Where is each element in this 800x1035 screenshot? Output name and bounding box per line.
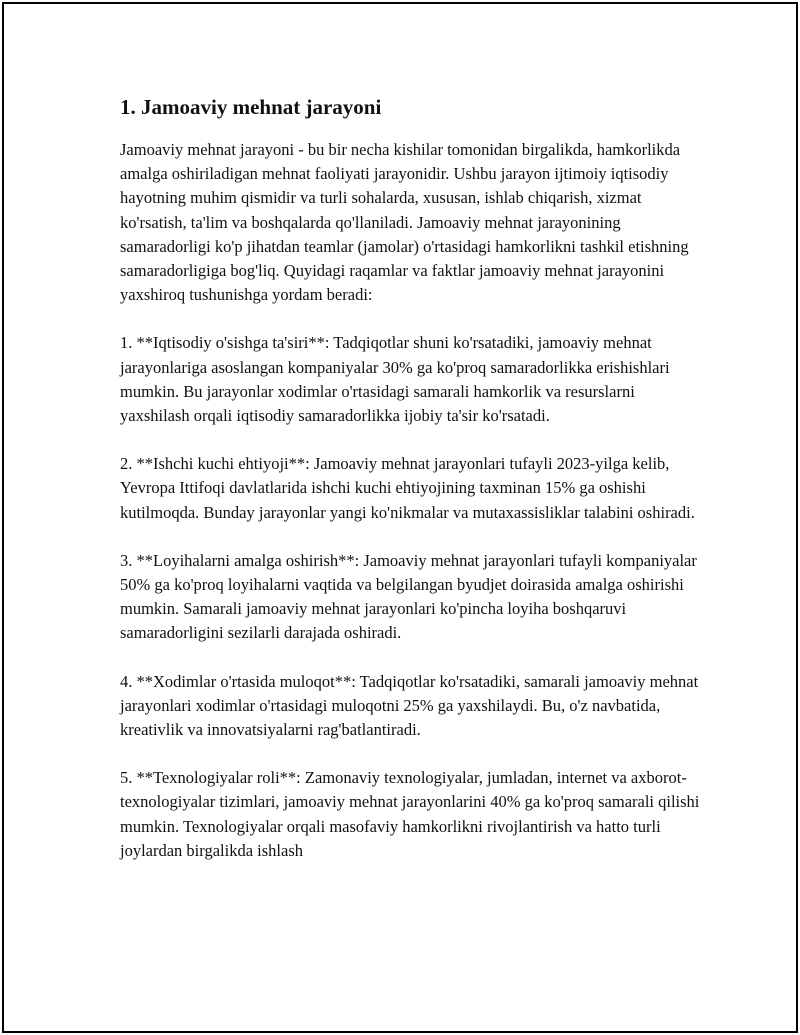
point-5-paragraph: 5. **Texnologiyalar roli**: Zamonaviy texnologiyalar, jumladan, internet va axborot-texnologiyalar tizimlari, jamoaviy mehnat jarayonlarini 40% ga ko'proq samarali qilishi mumkin. Texnologiyalar orqali masofaviy hamkorlikni rivojlantirish va hatto turli joylardan birgalikda ishlash — [120, 768, 700, 860]
section-heading: 1. Jamoaviy mehnat jarayoni — [120, 95, 382, 119]
point-4-paragraph: 4. **Xodimlar o'rtasida muloqot**: Tadqiqotlar ko'rsatadiki, samarali jamoaviy mehnat jarayonlari xodimlar o'rtasidagi muloqotni 25% ga yaxshilaydi. Bu, o'z navbatida, kreativlik va innovatsiyalarni rag'batlantiradi. — [120, 671, 699, 740]
point-1-paragraph: 1. **Iqtisodiy o'sishga ta'siri**: Tadqiqotlar shuni ko'rsatadiki, jamoaviy mehnat jarayonlariga asoslangan kompaniyalar 30% ga ko'proq samaradorlikka erishishlari mumkin. Bu jarayonlar xodimlar o'rtasidagi samarali hamkorlik va resurslarni yaxshilash orqali iqtisodiy samaradorlikka ijobiy ta'sir ko'rsatadi. — [120, 333, 670, 426]
point-3-paragraph: 3. **Loyihalarni amalga oshirish**: Jamoaviy mehnat jarayonlari tufayli kompaniyalar 50% ga ko'proq loyihalarni vaqtida va belgilangan byudjet doirasida amalga oshirishi mumkin. Samarali jamoaviy mehnat jarayonlari ko'pincha loyiha boshqaruvi samaradorligini sezilarli darajada oshiradi. — [120, 550, 697, 643]
document-page — [2, 2, 798, 1033]
point-2-paragraph: 2. **Ishchi kuchi ehtiyoji**: Jamoaviy mehnat jarayonlari tufayli 2023-yilga kelib, Yevropa Ittifoqi davlatlarida ishchi kuchi ehtiyojining taxminan 15% ga oshishi kutilmoqda. Bunday jarayonlar yangi ko'nikmalar va mutaxassisliklar talabini oshiradi. — [120, 454, 695, 522]
intro-paragraph: Jamoaviy mehnat jarayoni - bu bir necha kishilar tomonidan birgalikda, hamkorlikda amalga oshiriladigan mehnat faoliyati jarayonidir. Ushbu jarayon ijtimoiy iqtisodiy hayotning muhim qismidir va turli sohalarda, xususan, ishlab chiqarish, xizmat ko'rsatish, ta'lim va boshqalarda qo'llaniladi. Jamoaviy mehnat jarayonining samaradorligi ko'p jihatdan teamlar (jamolar) o'rtasidagi hamkorlikni tashkil etishning samaradorligiga bog'liq. Quyidagi raqamlar va faktlar jamoaviy mehnat jarayonini yaxshiroq tushunishga yordam beradi: — [120, 140, 689, 305]
document-content — [120, 90, 700, 887]
